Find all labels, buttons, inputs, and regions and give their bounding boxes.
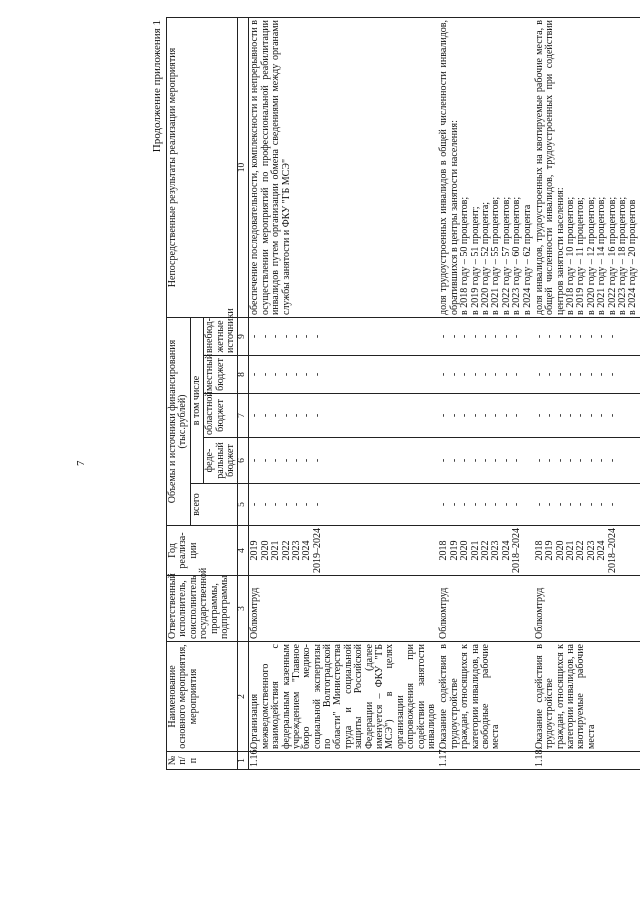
funding-value: - <box>500 372 512 377</box>
funding-value: - <box>311 334 323 339</box>
result-text: обеспечение последовательности, комплексности и непрерывности в осуществлении мероприятий по профессиональной реабилитации инвалидов путем организации обмена сведениями между органами службы занятости и ФКУ "ГБ МСЭ" <box>249 20 292 315</box>
funding-value: - <box>544 502 556 507</box>
header-result: Непосредственные результаты реализации мероприятия <box>167 18 238 318</box>
funding-value: - <box>565 334 577 339</box>
result-item: в 2022 году – 57 процентов; <box>500 196 512 315</box>
funding-value: - <box>490 502 502 507</box>
year-value: 2019 <box>544 540 556 561</box>
funding-extra <box>534 318 640 356</box>
column-number: 2 <box>238 642 249 752</box>
funding-extra <box>438 318 534 356</box>
funding-value: - <box>575 502 587 507</box>
funding-value: - <box>585 372 597 377</box>
funding-local <box>534 356 640 394</box>
funding-value: - <box>448 372 460 377</box>
column-number: 10 <box>238 18 249 318</box>
result-item: в 2021 году – 55 процентов; <box>490 196 502 315</box>
funding-total <box>438 484 534 526</box>
funding-value: - <box>259 458 271 463</box>
result-item: в 2022 году – 16 процентов; <box>606 196 618 315</box>
column-number: 8 <box>238 356 249 394</box>
funding-value: - <box>311 502 323 507</box>
funding-value: - <box>565 372 577 377</box>
activity-name: Организация межведомственного взаимодействия с федеральным казенным учреждением "Главное бюро медико-социальной экспертизы по Волгоградской области" Министерства труда и социальной защиты Российской Федерации (далее именуется – ФКУ "ГБ МСЭ") в целях организации сопровождения при содействии занятости инвалидов <box>249 642 439 752</box>
funding-value: - <box>575 458 587 463</box>
year-value: 2022 <box>479 540 491 561</box>
result-item: в 2019 году – 11 процентов; <box>575 197 587 315</box>
funding-total <box>534 484 640 526</box>
funding-value: - <box>280 413 292 418</box>
funding-value: - <box>565 458 577 463</box>
header-regional: областной бюджет <box>204 394 238 438</box>
result-cell <box>534 18 640 318</box>
funding-value: - <box>500 502 512 507</box>
funding-value: - <box>249 502 261 507</box>
funding-value: - <box>438 334 450 339</box>
funding-value: - <box>533 372 545 377</box>
funding-value: - <box>554 413 566 418</box>
funding-value: - <box>301 458 313 463</box>
funding-value: - <box>596 372 608 377</box>
years-cell <box>438 526 534 576</box>
header-extra: внебюд-жетные источники <box>204 318 238 356</box>
table-header <box>167 18 249 770</box>
funding-value: - <box>311 413 323 418</box>
funding-value: - <box>533 334 545 339</box>
funding-value: - <box>596 458 608 463</box>
year-value: 2023 <box>585 540 597 561</box>
funding-value: - <box>575 413 587 418</box>
funding-value: - <box>270 458 282 463</box>
year-value: 2020 <box>259 540 271 561</box>
rotated-table-page <box>152 18 640 770</box>
funding-value: - <box>249 334 261 339</box>
funding-value: - <box>490 413 502 418</box>
result-text: доля трудоустроенных инвалидов в общей численности инвалидов, обратившихся в центры занятости населения: <box>438 20 460 315</box>
funding-value: - <box>533 502 545 507</box>
funding-value: - <box>479 413 491 418</box>
funding-value: - <box>301 413 313 418</box>
funding-value: - <box>459 334 471 339</box>
funding-value: - <box>459 458 471 463</box>
program-activities-table <box>166 17 640 770</box>
funding-value: - <box>606 502 618 507</box>
funding-value: - <box>479 458 491 463</box>
responsible-executor: Облкомтруд <box>438 576 534 642</box>
year-value: 2023 <box>490 540 502 561</box>
funding-value: - <box>469 334 481 339</box>
funding-value: - <box>606 413 618 418</box>
result-item: в 2020 году – 52 процента; <box>479 201 491 315</box>
column-number: 5 <box>238 484 249 526</box>
year-value: 2023 <box>290 540 302 561</box>
table-row <box>249 18 439 770</box>
funding-value: - <box>311 458 323 463</box>
column-number: 4 <box>238 526 249 576</box>
funding-value: - <box>290 458 302 463</box>
result-item: в 2024 году – 20 процентов <box>627 199 639 315</box>
funding-value: - <box>511 334 523 339</box>
funding-value: - <box>606 372 618 377</box>
table-row <box>438 18 534 770</box>
funding-value: - <box>311 372 323 377</box>
continuation-label: Продолжение приложения 1 <box>151 20 163 153</box>
funding-value: - <box>596 334 608 339</box>
year-value: 2021 <box>469 540 481 561</box>
year-value: 2024 <box>301 540 313 561</box>
funding-value: - <box>249 372 261 377</box>
funding-value: - <box>290 413 302 418</box>
funding-regional <box>438 394 534 438</box>
funding-value: - <box>554 372 566 377</box>
funding-value: - <box>270 372 282 377</box>
row-number: 1.17. <box>438 752 534 770</box>
funding-value: - <box>511 413 523 418</box>
year-value: 2020 <box>554 540 566 561</box>
funding-value: - <box>438 372 450 377</box>
header-federal: феде-ральный бюджет <box>204 438 238 484</box>
funding-value: - <box>565 502 577 507</box>
funding-value: - <box>511 372 523 377</box>
funding-value: - <box>259 413 271 418</box>
year-value: 2018 <box>533 540 545 561</box>
year-value: 2019 <box>249 540 261 561</box>
funding-value: - <box>575 372 587 377</box>
column-number: 6 <box>238 438 249 484</box>
years-cell <box>534 526 640 576</box>
table-body <box>249 18 640 770</box>
funding-regional <box>249 394 439 438</box>
funding-value: - <box>448 502 460 507</box>
activity-name: Оказание содействия в трудоустройстве граждан, относящихся к категории инвалидов, на свободные рабочие места <box>438 642 534 752</box>
year-value: 2020 <box>459 540 471 561</box>
funding-value: - <box>459 502 471 507</box>
funding-value: - <box>259 372 271 377</box>
funding-value: - <box>585 502 597 507</box>
funding-value: - <box>459 413 471 418</box>
funding-value: - <box>585 458 597 463</box>
funding-value: - <box>290 334 302 339</box>
funding-value: - <box>469 458 481 463</box>
funding-value: - <box>280 458 292 463</box>
funding-federal <box>438 438 534 484</box>
funding-value: - <box>459 372 471 377</box>
result-text: доля инвалидов, трудоустроенных на квотируемые рабочие места, в общей численности инвалидов, трудоустроенных при содействии центров занятости населения: <box>533 20 566 315</box>
funding-value: - <box>585 334 597 339</box>
funding-value: - <box>259 502 271 507</box>
result-item: в 2023 году – 60 процентов; <box>511 196 523 315</box>
year-value: 2024 <box>596 540 608 561</box>
funding-value: - <box>596 502 608 507</box>
year-value: 2019 <box>448 540 460 561</box>
funding-extra <box>249 318 439 356</box>
funding-total <box>249 484 439 526</box>
header-total: всего <box>190 484 238 526</box>
result-item: в 2023 году – 18 процентов; <box>617 196 629 315</box>
year-value: 2018–2024 <box>606 528 618 573</box>
funding-value: - <box>469 502 481 507</box>
funding-value: - <box>479 334 491 339</box>
funding-value: - <box>511 502 523 507</box>
funding-value: - <box>280 502 292 507</box>
funding-value: - <box>469 413 481 418</box>
funding-local <box>438 356 534 394</box>
column-number: 7 <box>238 394 249 438</box>
row-number: 1.16. <box>249 752 439 770</box>
funding-value: - <box>290 502 302 507</box>
funding-value: - <box>606 458 618 463</box>
funding-value: - <box>490 334 502 339</box>
funding-value: - <box>249 413 261 418</box>
funding-value: - <box>490 458 502 463</box>
year-value: 2021 <box>565 540 577 561</box>
funding-value: - <box>290 372 302 377</box>
column-number: 1 <box>238 752 249 770</box>
funding-value: - <box>585 413 597 418</box>
funding-value: - <box>533 458 545 463</box>
years-cell <box>249 526 439 576</box>
funding-value: - <box>500 334 512 339</box>
funding-value: - <box>565 413 577 418</box>
page-number: 7 <box>75 460 87 466</box>
responsible-executor: Облкомтруд <box>534 576 640 642</box>
result-item: в 2020 году – 12 процентов; <box>585 196 597 315</box>
header-local: местный бюджет <box>204 356 238 394</box>
header-year: Год реализа-ции <box>167 526 238 576</box>
funding-value: - <box>596 413 608 418</box>
funding-regional <box>534 394 640 438</box>
funding-value: - <box>479 372 491 377</box>
result-item: в 2018 году – 10 процентов; <box>565 196 577 315</box>
funding-value: - <box>500 413 512 418</box>
result-item: в 2018 году – 50 процентов; <box>459 196 471 315</box>
funding-value: - <box>438 413 450 418</box>
column-numbers-row <box>238 18 249 770</box>
year-value: 2021 <box>270 540 282 561</box>
result-item: в 2021 году – 14 процентов; <box>596 196 608 315</box>
funding-value: - <box>448 334 460 339</box>
funding-value: - <box>280 372 292 377</box>
header-funding: Объемы и источники финансирования (тыс.рублей) <box>167 318 191 526</box>
funding-value: - <box>606 334 618 339</box>
funding-value: - <box>490 372 502 377</box>
funding-local <box>249 356 439 394</box>
funding-federal <box>249 438 439 484</box>
funding-value: - <box>533 413 545 418</box>
funding-value: - <box>448 413 460 418</box>
year-value: 2018 <box>438 540 450 561</box>
funding-value: - <box>554 458 566 463</box>
header-incl: в том числе <box>190 318 203 484</box>
year-value: 2024 <box>500 540 512 561</box>
funding-value: - <box>511 458 523 463</box>
funding-value: - <box>500 458 512 463</box>
funding-value: - <box>259 334 271 339</box>
row-number: 1.18. <box>534 752 640 770</box>
funding-value: - <box>249 458 261 463</box>
column-number: 3 <box>238 576 249 642</box>
result-cell <box>249 18 439 318</box>
funding-federal <box>534 438 640 484</box>
year-value: 2022 <box>280 540 292 561</box>
funding-value: - <box>544 413 556 418</box>
header-name: Наименование основного мероприятия, мероприятия <box>167 642 238 752</box>
funding-value: - <box>575 334 587 339</box>
funding-value: - <box>479 502 491 507</box>
funding-value: - <box>438 458 450 463</box>
funding-value: - <box>554 502 566 507</box>
year-value: 2019–2024 <box>311 528 323 573</box>
year-value: 2018–2024 <box>511 528 523 573</box>
funding-value: - <box>469 372 481 377</box>
funding-value: - <box>301 372 313 377</box>
result-cell <box>438 18 534 318</box>
header-responsible: Ответственный исполнитель, соисполнитель государственной программы, подпрограммы <box>167 576 238 642</box>
column-number: 9 <box>238 318 249 356</box>
result-item: в 2019 году – 51 процент; <box>469 206 481 315</box>
funding-value: - <box>438 502 450 507</box>
funding-value: - <box>554 334 566 339</box>
responsible-executor: Облкомтруд <box>249 576 439 642</box>
table-row <box>534 18 640 770</box>
header-no: № п/п <box>167 752 238 770</box>
activity-name: Оказание содействия в трудоустройстве граждан, относящихся к категории инвалидов, на квотируемые рабочие места <box>534 642 640 752</box>
funding-value: - <box>270 413 282 418</box>
result-item: в 2024 году – 62 процента <box>521 204 533 315</box>
year-value: 2022 <box>575 540 587 561</box>
funding-value: - <box>270 334 282 339</box>
funding-value: - <box>448 458 460 463</box>
funding-value: - <box>544 458 556 463</box>
funding-value: - <box>301 334 313 339</box>
funding-value: - <box>544 372 556 377</box>
funding-value: - <box>270 502 282 507</box>
funding-value: - <box>301 502 313 507</box>
funding-value: - <box>544 334 556 339</box>
funding-value: - <box>280 334 292 339</box>
